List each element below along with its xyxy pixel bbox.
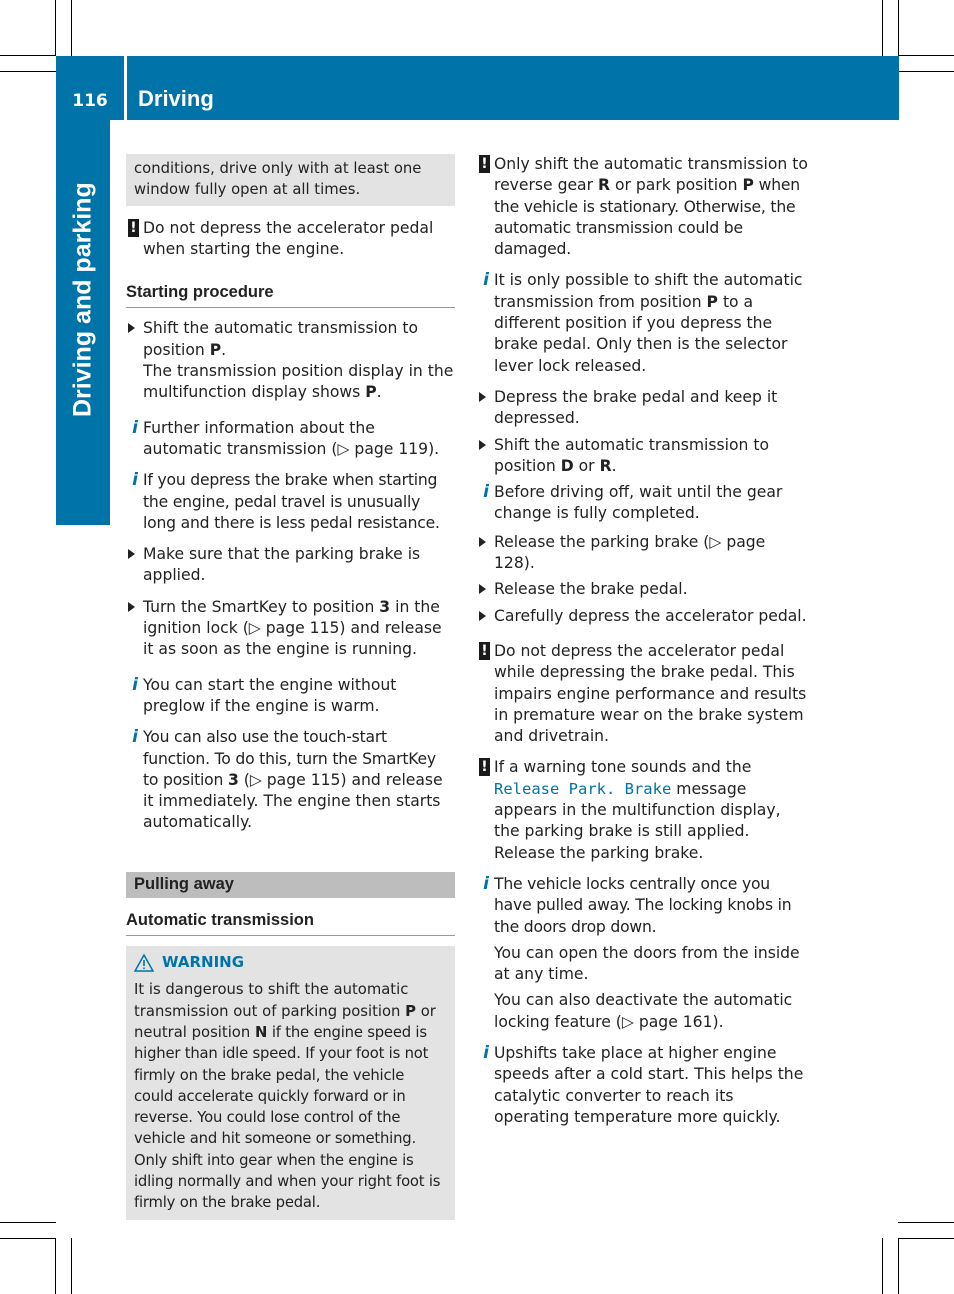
warning-title-row (134, 952, 447, 973)
crop-mark (882, 0, 883, 56)
step-item (477, 606, 809, 627)
crop-mark (71, 0, 72, 56)
step-text: Turn the SmartKey to position (143, 597, 380, 616)
note-text: Only shift the automatic transmission to reverse gear (494, 155, 808, 195)
info-icon: i (483, 873, 489, 894)
warning-box (126, 946, 455, 1220)
step-item (126, 544, 455, 587)
crop-mark (898, 1238, 899, 1294)
info-text: You can start the engine without preglow if the engine is warm. (143, 675, 397, 715)
info-icon: i (483, 1042, 489, 1063)
exclamation-icon: ! (128, 219, 139, 237)
note-item (477, 154, 809, 260)
note-bold: R (598, 176, 611, 195)
exclamation-icon: ! (479, 155, 490, 173)
info-item (477, 482, 809, 525)
arrow-bullet-icon (479, 440, 486, 450)
crop-mark (0, 55, 56, 56)
crop-mark (0, 1238, 56, 1239)
step-bold: D (560, 456, 574, 475)
step-text: Carefully depress the accelerator pedal. (494, 606, 807, 625)
step-text: . (611, 456, 617, 475)
side-tab-label: Driving and parking (68, 182, 97, 418)
step-text: Shift the automatic transmission to position (494, 435, 769, 475)
info-icon: i (483, 270, 489, 291)
note-text: or park position (610, 176, 743, 195)
info-item (126, 675, 455, 718)
note-text: Do not depress the accelerator pedal when starting the engine. (143, 218, 434, 258)
warning-title: WARNING (162, 953, 245, 972)
info-item (126, 727, 455, 833)
crop-mark (882, 1238, 883, 1294)
note-text: If a warning tone sounds and the (494, 758, 752, 777)
step-text: Shift the automatic transmission to position (143, 319, 418, 359)
warning-triangle-icon (134, 954, 154, 972)
step-bold: 3 (379, 597, 391, 616)
crop-mark (0, 1222, 56, 1223)
info-bold: P (706, 292, 718, 311)
step-item (477, 532, 809, 575)
warning-bold: P (405, 1002, 417, 1020)
arrow-bullet-icon (479, 611, 486, 621)
info-text: The vehicle locks centrally once you have pulled away. The locking knobs in the doors drop down. (494, 874, 792, 936)
crop-mark (55, 0, 56, 56)
info-item (477, 874, 809, 938)
step-text: Depress the brake pedal and keep it depressed. (494, 387, 778, 428)
info-icon: i (132, 417, 138, 438)
arrow-bullet-icon (128, 323, 135, 333)
arrow-bullet-icon (479, 537, 486, 547)
warning-text (134, 979, 447, 1213)
info-icon: i (483, 482, 489, 503)
crop-mark (0, 71, 56, 72)
page-number: 116 (72, 91, 108, 111)
info-paragraph: You can also deactivate the automatic locking feature (▷ page 161). (494, 991, 793, 1031)
crop-mark (898, 0, 899, 56)
crop-mark (898, 71, 954, 72)
step-item (477, 435, 809, 478)
note-text: Do not depress the accelerator pedal while depressing the brake pedal. This impairs engine performance and results in premature wear on the brake system and drivetrain. (494, 641, 807, 746)
warning-bold: N (254, 1023, 268, 1041)
chapter-title: Driving (138, 86, 214, 111)
section-title: Pulling away (126, 872, 455, 898)
step-bold: P (209, 340, 222, 359)
arrow-bullet-icon (128, 549, 135, 559)
step-text: or (573, 456, 600, 475)
info-bold: 3 (227, 770, 239, 789)
info-text: If you depress the brake when starting the engine, pedal travel is unusually long and there is less pedal resistance. (143, 471, 440, 532)
step-text: . (376, 383, 382, 402)
starting-procedure-heading: Starting procedure (126, 282, 455, 308)
info-item (477, 270, 809, 376)
header-divider (124, 56, 127, 120)
side-tab-label-wrap (56, 120, 110, 480)
note-text: when the vehicle is stationary. Otherwise, the automatic transmission could be damaged. (494, 176, 800, 259)
info-item (126, 418, 455, 461)
warning-text-part: if the engine speed is higher than idle speed. If your foot is not firmly on the brake pedal, the vehicle could accelerate quickly forward or in reverse. You could lose control of the vehicle and hit someone or something. Only shift into gear when the engine is idling normally and when your right foot is firmly on the brake pedal. (134, 1023, 441, 1212)
step-text: Release the parking brake (▷ page 128). (494, 532, 766, 573)
info-text: to a different position if you depress the brake pedal. Only then is the selector lever lock released. (494, 292, 788, 375)
step-item (477, 387, 809, 430)
arrow-bullet-icon (479, 392, 486, 402)
note-item (477, 641, 809, 747)
arrow-bullet-icon (128, 602, 135, 612)
note-text: message appears in the multifunction display, the parking brake is still applied. Release the parking brake. (494, 779, 781, 862)
info-text: Further information about the automatic transmission (▷ page 119). (143, 418, 440, 458)
step-item (126, 318, 455, 403)
info-paragraph: You can open the doors from the inside at any time. (494, 943, 800, 984)
crop-mark (71, 1238, 72, 1294)
crop-mark (55, 1238, 56, 1294)
crop-mark (898, 55, 954, 56)
info-icon: i (132, 470, 138, 491)
exclamation-icon: ! (479, 642, 490, 660)
crop-mark (898, 1238, 954, 1239)
step-item (126, 597, 455, 661)
step-text: Make sure that the parking brake is applied. (143, 545, 421, 585)
right-column (477, 154, 809, 1138)
info-text: It is only possible to shift the automatic transmission from position (494, 271, 803, 311)
info-text: (▷ page 115) and release it immediately. The engine then starts automatically. (143, 770, 443, 832)
arrow-bullet-icon (479, 584, 486, 594)
info-icon: i (132, 727, 138, 748)
note-item (126, 218, 455, 261)
step-item (477, 579, 809, 600)
continued-box: conditions, drive only with at least one window fully open at all times. (126, 154, 455, 206)
warning-text-part: It is dangerous to shift the automatic transmission out of parking position (134, 981, 409, 1020)
info-item (126, 470, 455, 534)
crop-mark (898, 1222, 954, 1223)
info-text: You can also use the touch-start function. To do this, turn the SmartKey to position (143, 728, 436, 789)
step-text: . (221, 340, 227, 359)
note-bold: P (742, 176, 754, 195)
step-text: in the ignition lock (▷ page 115) and release it as soon as the engine is running. (143, 597, 442, 659)
step-bold: P (365, 383, 377, 402)
display-message: Release Park. Brake (494, 779, 672, 798)
info-icon: i (132, 674, 138, 695)
step-text: The transmission position display in the multifunction display shows (143, 362, 454, 402)
step-bold: R (599, 456, 612, 475)
step-text: Release the brake pedal. (494, 580, 688, 599)
exclamation-icon: ! (479, 758, 490, 776)
left-column (126, 154, 455, 1220)
auto-transmission-heading: Automatic transmission (126, 910, 455, 936)
info-text: Upshifts take place at higher engine speeds after a cold start. This helps the catalytic converter to reach its operating temperature more quickly. (494, 1043, 804, 1126)
info-item (477, 1043, 809, 1128)
warning-text-part: or neutral position (134, 1002, 436, 1041)
info-text: Before driving off, wait until the gear change is fully completed. (494, 483, 783, 523)
note-item (477, 757, 809, 863)
